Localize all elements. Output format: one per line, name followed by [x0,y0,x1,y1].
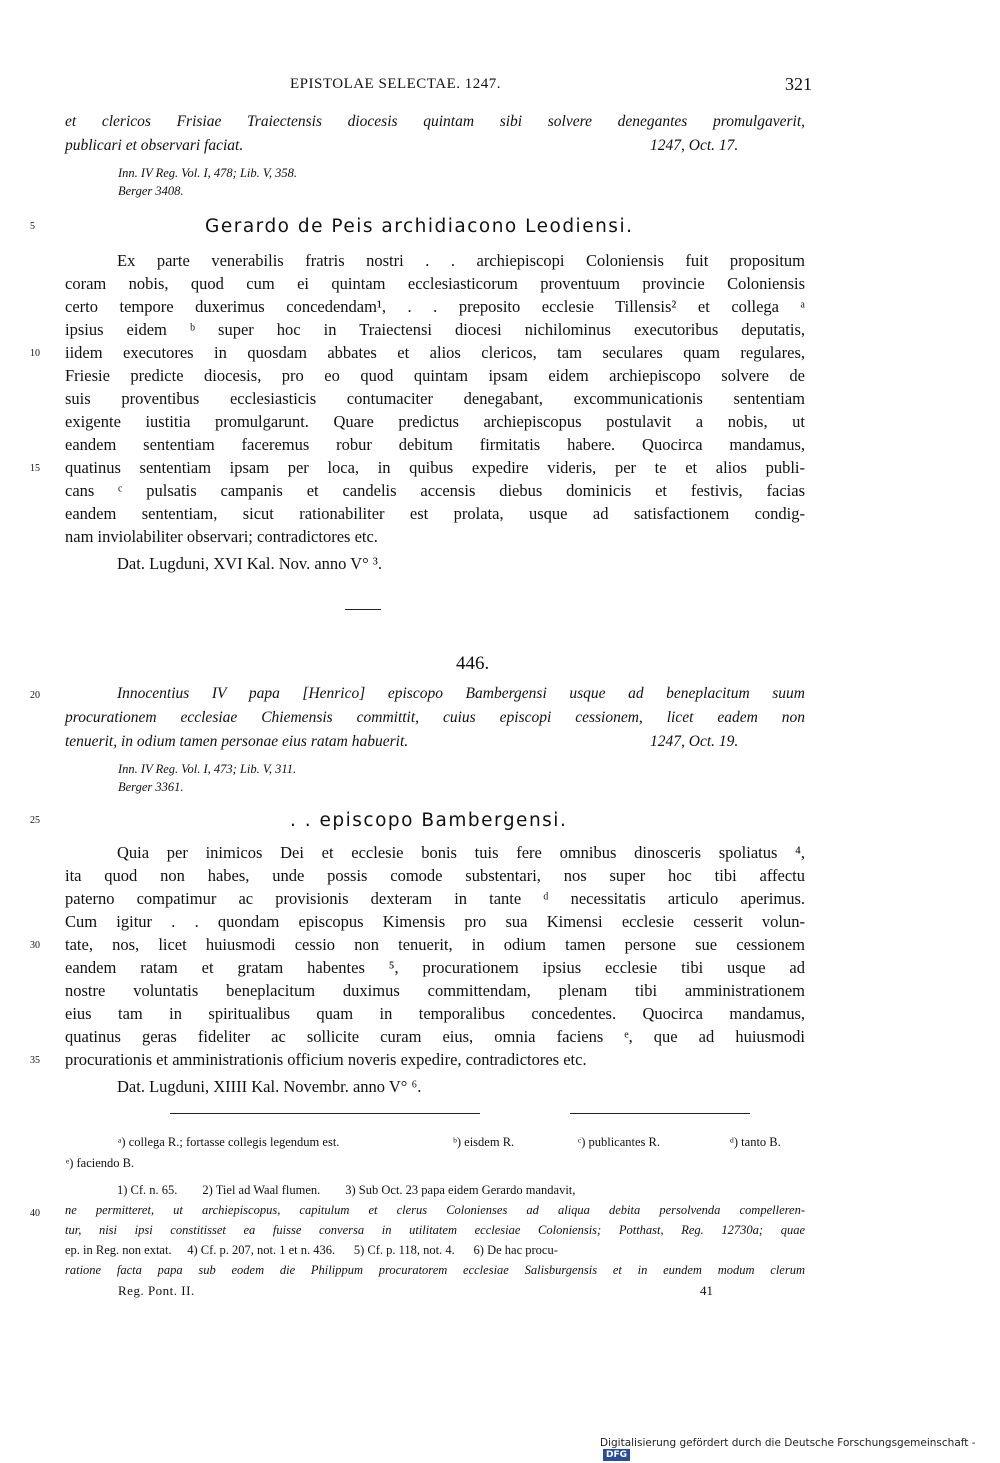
prev-body-line: eandem sententiam faceremus robur debitum firmitatis habere. Quocirca mandamus, [65,435,805,454]
apparatus-note-a: ᵃ) collega R.; fortasse collegis legendum est. [118,1135,340,1149]
margin-line-number: 10 [30,348,40,359]
apparatus-note-e: ᵉ) faciendo B. [66,1156,135,1170]
letter-reference: Berger 3361. [118,780,184,794]
margin-line-number: 40 [30,1208,40,1219]
apparatus-note-d: ᵈ) tanto B. [730,1135,781,1149]
prev-body-line: Friesie predicte diocesis, pro eo quod quintam ipsam eidem archiepiscopo solvere de [65,366,805,385]
margin-line-number: 5 [30,221,35,232]
prev-body-line: coram nobis, quod cum ei quintam ecclesiasticorum proventuum provincie Coloniensis [65,274,805,293]
digitization-credit-text: Digitalisierung gefördert durch die Deutsche Forschungsgemeinschaft - [600,1437,976,1449]
letter-body-line: tate, nos, licet huiusmodi cessio non tenuerit, in odium tamen persone sue cessionem [65,935,805,954]
margin-line-number: 15 [30,463,40,474]
letter-body-line: eandem ratam et gratam habentes ⁵, procurationem ipsius ecclesie tibi usque ad [65,958,805,977]
margin-line-number: 30 [30,940,40,951]
letter-number: 446. [456,653,490,674]
prev-summary-line: et clericos Frisiae Traiectensis diocesis quintam sibi solvere denegantes promulgaverit, [65,113,805,130]
prev-body-line: quatinus sententiam ipsam per loca, in quibus expedire videris, per te et alios publi- [65,458,805,477]
prev-addressee: Gerardo de Peis archidiacono Leodiensi. [205,216,634,237]
prev-body-line: nam inviolabiliter observari; contradictores etc. [65,527,378,546]
letter-summary-line: Innocentius IV papa [Henrico] episcopo Bambergensi usque ad beneplacitum suum [117,685,805,702]
dfg-logo: DFG [603,1449,630,1461]
digitization-credit [600,1437,1000,1461]
footnote-line: ne permitteret, ut archiepiscopus, capitulum et clerus Colonienses ad aliqua debita persolvenda compelleren- [65,1203,805,1217]
prev-reference: Berger 3408. [118,184,184,198]
prev-body-line: cans ᶜ pulsatis campanis et candelis accensis diebus dominicis et festivis, facias [65,481,805,500]
letter-summary-line: procurationem ecclesiae Chiemensis committit, cuius episcopi cessionem, licet eadem non [65,709,805,726]
letter-body-line: quatinus geras fideliter ac sollicite curam eius, omnia faciens ᵉ, que ad huiusmodi [65,1027,805,1046]
prev-date: 1247, Oct. 17. [650,137,739,154]
letter-body-line: nostre voluntatis beneplacitum duximus committendam, plenam tibi amministrationem [65,981,805,1000]
prev-body-line: iidem executores in quosdam abbates et alios clericos, tam seculares quam regulares, [65,343,805,362]
margin-line-number: 20 [30,690,40,701]
margin-line-number: 25 [30,815,40,826]
footnote-line: tur, nisi ipsi constitisset ea fuisse conversa in utilitatem ecclesiae Coloniensis; Potthast, Reg. 12730a; quae [65,1223,805,1237]
prev-reference: Inn. IV Reg. Vol. I, 478; Lib. V, 358. [118,166,298,180]
prev-body-line: Ex parte venerabilis fratris nostri . . archiepiscopi Coloniensis fuit propositum [117,251,805,270]
letter-addressee: . . episcopo Bambergensi. [290,810,568,831]
running-header: EPISTOLAE SELECTAE. 1247. [290,76,502,92]
section-divider [345,609,381,610]
page-number: 321 [785,74,812,94]
footnote-line: ratione facta papa sub eodem die Philippum procuratorem ecclesiae Salisburgensis et in eundem modum clerum [65,1263,805,1277]
apparatus-note-c: ᶜ) publicantes R. [578,1135,661,1149]
letter-body-line: eius tam in spiritualibus quam in temporalibus concedentes. Quocirca mandamus, [65,1004,805,1023]
margin-line-number: 35 [30,1055,40,1066]
letter-body-line: Quia per inimicos Dei et ecclesie bonis tuis fere omnibus dinosceris spoliatus ⁴, [117,843,805,862]
prev-body-line: ipsius eidem ᵇ super hoc in Traiectensi diocesi nichilominus executoribus deputatis, [65,320,805,339]
letter-date: 1247, Oct. 19. [650,733,739,750]
apparatus-note-b: ᵇ) eisdem R. [453,1135,515,1149]
letter-reference: Inn. IV Reg. Vol. I, 473; Lib. V, 311. [118,762,297,776]
prev-body-line: eandem sententiam, sicut rationabiliter est prolata, usque ad satisfactionem condig- [65,504,805,523]
prev-dated-line: Dat. Lugduni, XVI Kal. Nov. anno V° ³. [117,554,382,573]
sheet-signature: 41 [700,1283,713,1298]
footnote-line: 1) Cf. n. 65. 2) Tiel ad Waal flumen. 3) Sub Oct. 23 papa eidem Gerardo mandavit, [117,1183,576,1197]
signature-mark: Reg. Pont. II. [118,1283,195,1298]
prev-summary-line: publicari et observari faciat. [65,137,244,154]
footnote-separator [170,1113,480,1114]
letter-body-line: Cum igitur . . quondam episcopus Kimensis pro sua Kimensi ecclesie cesserit volun- [65,912,805,931]
letter-body-line: paterno compatimur ac provisionis dexteram in tante ᵈ necessitatis articulo aperimus. [65,889,805,908]
letter-body-line: procurationis et amministrationis officium noveris expedire, contradictores etc. [65,1050,587,1069]
letter-body-line: ita quod non habes, unde possis comode substentari, nos super hoc tibi affectu [65,866,805,885]
letter-dated-line: Dat. Lugduni, XIIII Kal. Novembr. anno V° ⁶. [117,1077,422,1096]
footnote-separator [570,1113,750,1114]
prev-body-line: exigente iustitia promulgarunt. Quare predictus archiepiscopus postulavit a nobis, ut [65,412,805,431]
prev-body-line: certo tempore duxerimus concedendam¹, . . preposito ecclesie Tillensis² et collega ᵃ [65,297,805,316]
letter-summary-line: tenuerit, in odium tamen personae eius ratam habuerit. [65,733,409,750]
footnote-line: ep. in Reg. non extat. 4) Cf. p. 207, not. 1 et n. 436. 5) Cf. p. 118, not. 4. 6) De hac procu- [65,1243,558,1257]
prev-body-line: suis proventibus ecclesiasticis contumaciter denegabant, excommunicationis sententiam [65,389,805,408]
